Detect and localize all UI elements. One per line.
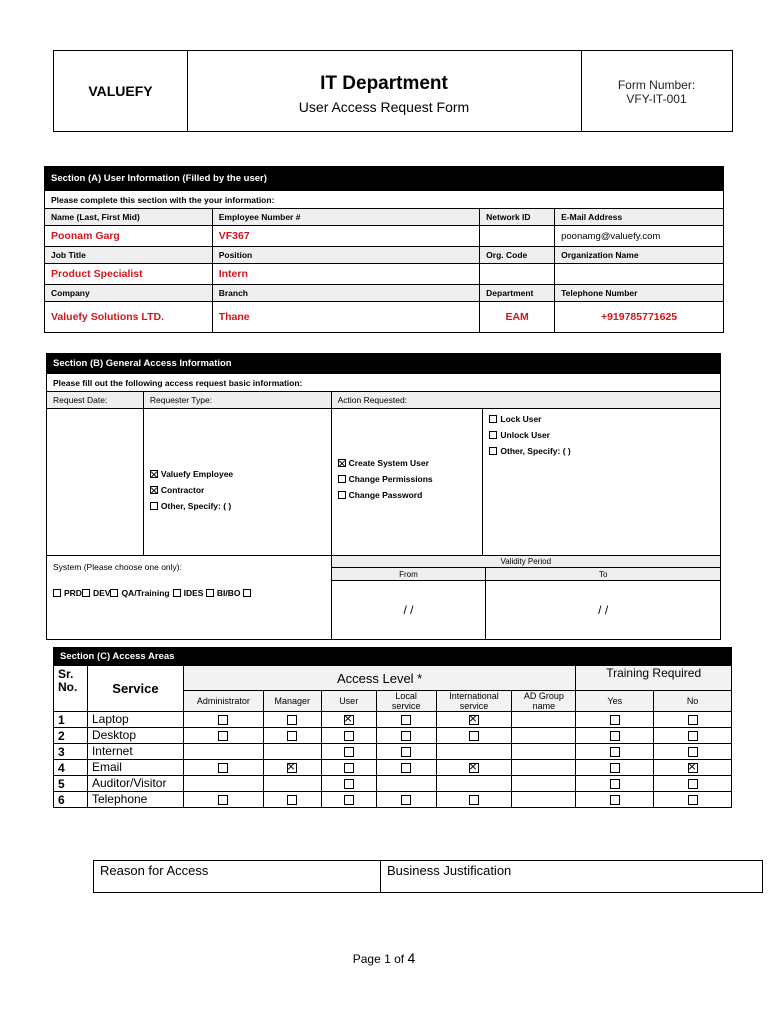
- company-field[interactable]: Valuefy Solutions LTD.: [45, 302, 213, 333]
- checkbox-icon[interactable]: [110, 589, 118, 597]
- row-number: 3: [54, 744, 88, 760]
- access-cell[interactable]: [654, 728, 732, 744]
- name-field[interactable]: Poonam Garg: [45, 226, 213, 247]
- telephone-field[interactable]: +919785771625: [555, 302, 724, 333]
- access-cell[interactable]: [654, 712, 732, 728]
- email-label: E-Mail Address: [555, 209, 724, 226]
- company-name: VALUEFY: [54, 51, 188, 131]
- checkbox-icon[interactable]: [338, 491, 346, 499]
- access-cell[interactable]: [376, 792, 436, 808]
- system-ides: IDES: [183, 588, 204, 598]
- table-row: [54, 728, 732, 744]
- access-rows: [54, 712, 732, 808]
- access-cell: [183, 744, 263, 760]
- employee-number-label: Employee Number #: [212, 209, 479, 226]
- access-cell: [512, 744, 576, 760]
- access-cell[interactable]: [576, 792, 654, 808]
- checkbox-checked-icon[interactable]: [469, 763, 479, 773]
- checkbox-icon[interactable]: [150, 502, 158, 510]
- requester-type-0[interactable]: Valuefy Employee: [150, 466, 325, 482]
- access-cell[interactable]: [654, 792, 732, 808]
- checkbox-icon[interactable]: [469, 795, 479, 805]
- checkbox-checked-icon[interactable]: [150, 486, 158, 494]
- section-a-note: Please complete this section with the your information:: [45, 191, 724, 209]
- checkbox-icon[interactable]: [489, 431, 497, 439]
- access-cell: [512, 728, 576, 744]
- system-label: System (Please choose one only):: [53, 562, 182, 572]
- checkbox-icon[interactable]: [688, 731, 698, 741]
- action-3[interactable]: Lock User: [489, 411, 714, 427]
- access-cell[interactable]: [576, 728, 654, 744]
- checkbox-checked-icon[interactable]: [338, 459, 346, 467]
- page-total: 4: [407, 950, 416, 966]
- checkbox-icon[interactable]: [344, 763, 354, 773]
- request-date-field[interactable]: [47, 409, 144, 556]
- access-cell[interactable]: [654, 760, 732, 776]
- srno-header: Sr. No.: [54, 666, 88, 712]
- access-cell: [183, 776, 263, 792]
- access-cell: [436, 744, 512, 760]
- requester-type-2[interactable]: Other, Specify: ( ): [150, 498, 325, 514]
- org-code-label: Org. Code: [480, 247, 555, 264]
- org-name-label: Organization Name: [555, 247, 724, 264]
- form-number: VFY-IT-001: [626, 92, 687, 106]
- service-name: Email: [87, 760, 183, 776]
- checkbox-icon[interactable]: [287, 731, 297, 741]
- section-c-table: [53, 647, 732, 808]
- system-options: [53, 588, 325, 598]
- access-cell[interactable]: [321, 760, 376, 776]
- table-row: [54, 744, 732, 760]
- row-number: 4: [54, 760, 88, 776]
- checkbox-icon[interactable]: [610, 731, 620, 741]
- checkbox-icon[interactable]: [218, 731, 228, 741]
- position-label: Position: [212, 247, 479, 264]
- checkbox-icon[interactable]: [610, 715, 620, 725]
- validity-from-field[interactable]: / /: [331, 581, 486, 640]
- checkbox-icon[interactable]: [688, 795, 698, 805]
- table-row: [54, 712, 732, 728]
- branch-field[interactable]: Thane: [212, 302, 479, 333]
- service-name: Desktop: [87, 728, 183, 744]
- access-cell: [263, 776, 321, 792]
- access-cell[interactable]: [183, 792, 263, 808]
- checkbox-icon[interactable]: [610, 747, 620, 757]
- access-cell[interactable]: [376, 760, 436, 776]
- checkbox-icon[interactable]: [610, 779, 620, 789]
- system-bibo: BI/BO: [216, 588, 241, 598]
- table-row: [54, 776, 732, 792]
- access-cell: [436, 776, 512, 792]
- access-cell[interactable]: [436, 712, 512, 728]
- validity-to-field[interactable]: / /: [486, 581, 721, 640]
- access-cell[interactable]: [436, 760, 512, 776]
- access-cell[interactable]: [263, 728, 321, 744]
- position-field[interactable]: Intern: [212, 264, 479, 285]
- table-row: [54, 792, 732, 808]
- checkbox-icon[interactable]: [344, 795, 354, 805]
- service-name: Auditor/Visitor: [87, 776, 183, 792]
- reason-table: [93, 860, 763, 893]
- action-2[interactable]: Change Password: [338, 487, 477, 503]
- checkbox-icon[interactable]: [243, 589, 251, 597]
- row-number: 2: [54, 728, 88, 744]
- checkbox-icon[interactable]: [610, 795, 620, 805]
- access-cell: [512, 792, 576, 808]
- requester-type-options: [143, 409, 331, 556]
- access-cell[interactable]: [436, 728, 512, 744]
- access-cell: [263, 744, 321, 760]
- checkbox-icon[interactable]: [401, 731, 411, 741]
- access-level-header: Access Level *: [183, 666, 575, 691]
- checkbox-icon[interactable]: [610, 763, 620, 773]
- checkbox-icon[interactable]: [82, 589, 90, 597]
- action-5[interactable]: Other, Specify: ( ): [489, 443, 714, 459]
- access-cell[interactable]: [321, 712, 376, 728]
- service-name: Internet: [87, 744, 183, 760]
- business-justification-label[interactable]: Business Justification: [381, 861, 763, 893]
- page-number: [0, 950, 768, 966]
- access-cell[interactable]: [376, 728, 436, 744]
- checkbox-icon[interactable]: [401, 715, 411, 725]
- access-cell[interactable]: [654, 776, 732, 792]
- access-cell[interactable]: [263, 760, 321, 776]
- checkbox-icon[interactable]: [206, 589, 214, 597]
- org-code-field[interactable]: [480, 264, 555, 285]
- column-header: No: [654, 691, 732, 712]
- system-cell: [47, 556, 332, 640]
- validity-period-label: Validity Period: [331, 556, 720, 568]
- row-number: 5: [54, 776, 88, 792]
- access-cell[interactable]: [576, 760, 654, 776]
- access-cell[interactable]: [654, 744, 732, 760]
- checkbox-icon[interactable]: [173, 589, 181, 597]
- section-b-note: Please fill out the following access request basic information:: [47, 374, 721, 392]
- company-label: Company: [45, 285, 213, 302]
- checkbox-icon[interactable]: [344, 747, 354, 757]
- checkbox-icon[interactable]: [218, 763, 228, 773]
- access-cell[interactable]: [321, 776, 376, 792]
- branch-label: Branch: [212, 285, 479, 302]
- requester-type-label: Requester Type:: [143, 392, 331, 409]
- access-cell[interactable]: [263, 792, 321, 808]
- telephone-label: Telephone Number: [555, 285, 724, 302]
- job-title-field[interactable]: Product Specialist: [45, 264, 213, 285]
- job-title-label: Job Title: [45, 247, 213, 264]
- reason-for-access-label[interactable]: Reason for Access: [94, 861, 381, 893]
- action-requested-label: Action Requested:: [331, 392, 720, 409]
- access-cell[interactable]: [183, 728, 263, 744]
- row-number: 6: [54, 792, 88, 808]
- column-header: Administrator: [183, 691, 263, 712]
- org-name-field[interactable]: [555, 264, 724, 285]
- checkbox-icon[interactable]: [469, 731, 479, 741]
- title-block: [187, 51, 582, 131]
- checkbox-checked-icon[interactable]: [688, 763, 698, 773]
- access-cell: [512, 712, 576, 728]
- column-header: Manager: [263, 691, 321, 712]
- checkbox-checked-icon[interactable]: [287, 763, 297, 773]
- checkbox-icon[interactable]: [489, 447, 497, 455]
- checkbox-icon[interactable]: [401, 795, 411, 805]
- department-field[interactable]: EAM: [480, 302, 555, 333]
- department-title: IT Department: [320, 73, 448, 94]
- checkbox-icon[interactable]: [688, 715, 698, 725]
- service-header: Service: [87, 666, 183, 712]
- access-cell[interactable]: [321, 792, 376, 808]
- checkbox-icon[interactable]: [401, 747, 411, 757]
- access-cell[interactable]: [576, 712, 654, 728]
- action-4[interactable]: Unlock User: [489, 427, 714, 443]
- access-cell[interactable]: [263, 712, 321, 728]
- request-date-label: Request Date:: [47, 392, 144, 409]
- checkbox-icon[interactable]: [338, 475, 346, 483]
- access-cell: [512, 776, 576, 792]
- access-cell[interactable]: [576, 776, 654, 792]
- action-1[interactable]: Change Permissions: [338, 471, 477, 487]
- checkbox-icon[interactable]: [489, 415, 497, 423]
- section-b-table: [46, 353, 721, 640]
- access-cell[interactable]: [376, 744, 436, 760]
- section-c-title: Section (C) Access Areas: [54, 648, 732, 666]
- checkbox-checked-icon[interactable]: [344, 715, 354, 725]
- access-cell: [376, 776, 436, 792]
- section-b-title: Section (B) General Access Information: [47, 354, 721, 374]
- section-a-title: Section (A) User Information (Filled by the user): [45, 167, 724, 191]
- table-row: [54, 760, 732, 776]
- access-cell[interactable]: [376, 712, 436, 728]
- column-header: User: [321, 691, 376, 712]
- employee-number-field[interactable]: VF367: [212, 226, 479, 247]
- row-number: 1: [54, 712, 88, 728]
- checkbox-icon[interactable]: [401, 763, 411, 773]
- access-cell[interactable]: [321, 744, 376, 760]
- page-prefix: Page 1 of: [352, 952, 408, 966]
- department-label: Department: [480, 285, 555, 302]
- validity-to-label: To: [486, 568, 721, 581]
- name-label: Name (Last, First Mid): [45, 209, 213, 226]
- service-name: Laptop: [87, 712, 183, 728]
- system-qa: QA/Training: [121, 588, 170, 598]
- requester-type-1[interactable]: Contractor: [150, 482, 325, 498]
- form-number-block: [581, 51, 732, 131]
- access-cell: [512, 760, 576, 776]
- column-header: AD Group name: [512, 691, 576, 712]
- system-dev: DEV: [92, 588, 111, 598]
- access-cell[interactable]: [183, 760, 263, 776]
- network-id-label: Network ID: [480, 209, 555, 226]
- access-cell[interactable]: [183, 712, 263, 728]
- checkbox-icon[interactable]: [287, 795, 297, 805]
- column-header: International service: [436, 691, 512, 712]
- column-header: Local service: [376, 691, 436, 712]
- checkbox-icon[interactable]: [688, 779, 698, 789]
- service-name: Telephone: [87, 792, 183, 808]
- training-header: Training Required: [576, 666, 732, 691]
- checkbox-icon[interactable]: [344, 731, 354, 741]
- checkbox-icon[interactable]: [218, 795, 228, 805]
- validity-from-label: From: [331, 568, 486, 581]
- access-cell[interactable]: [436, 792, 512, 808]
- action-0[interactable]: Create System User: [338, 455, 477, 471]
- system-prd: PRD: [64, 588, 82, 598]
- checkbox-icon[interactable]: [218, 715, 228, 725]
- form-number-label: Form Number:: [617, 78, 696, 92]
- actions-right: [483, 409, 721, 556]
- section-a-table: [44, 166, 724, 333]
- checkbox-icon[interactable]: [344, 779, 354, 789]
- checkbox-icon[interactable]: [287, 715, 297, 725]
- column-header: Yes: [576, 691, 654, 712]
- checkbox-icon[interactable]: [688, 747, 698, 757]
- checkbox-checked-icon[interactable]: [150, 470, 158, 478]
- actions-left: [331, 409, 483, 556]
- checkbox-checked-icon[interactable]: [469, 715, 479, 725]
- form-header: [53, 50, 733, 132]
- network-id-field[interactable]: [480, 226, 555, 247]
- form-title: User Access Request Form: [298, 99, 470, 115]
- access-cell[interactable]: [576, 744, 654, 760]
- email-field[interactable]: poonamg@valuefy.com: [555, 226, 724, 247]
- checkbox-icon[interactable]: [53, 589, 61, 597]
- access-cell[interactable]: [321, 728, 376, 744]
